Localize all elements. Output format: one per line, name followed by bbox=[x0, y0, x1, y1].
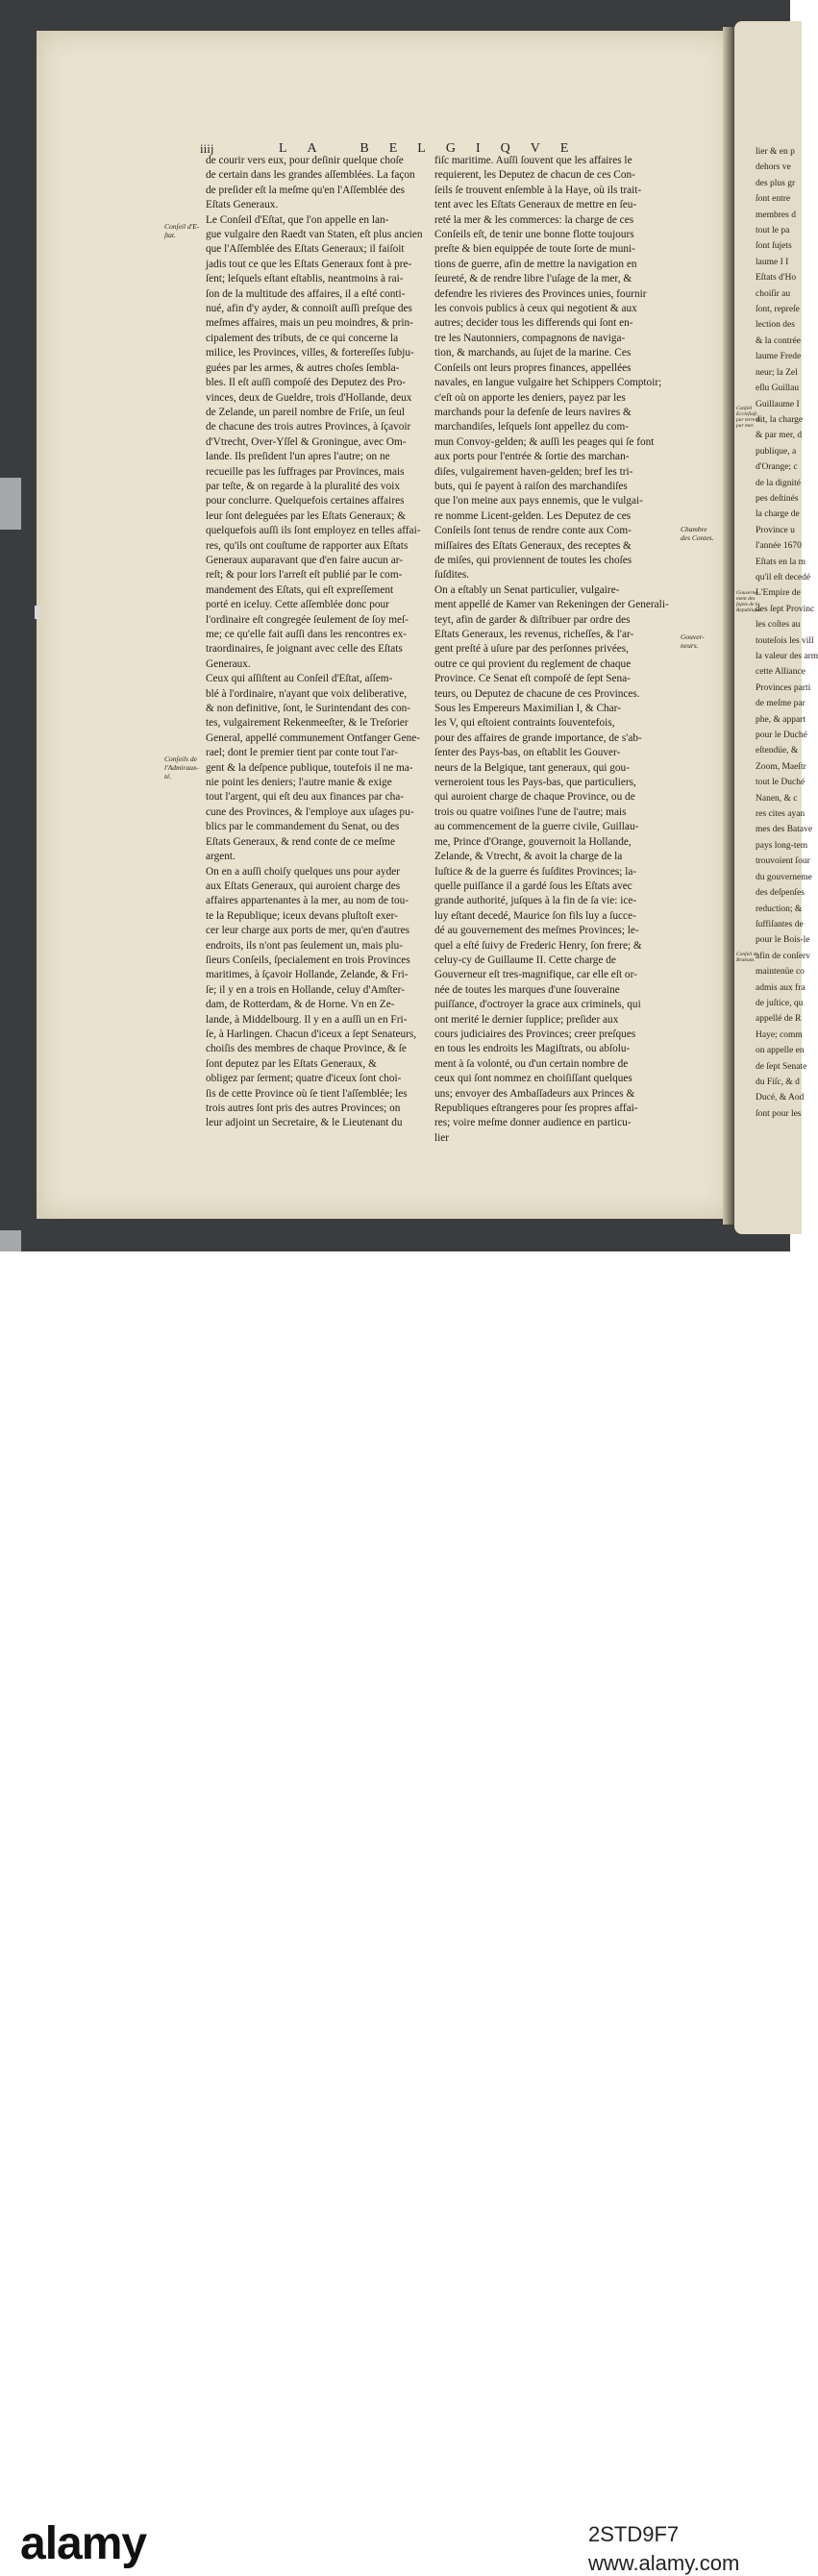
facing-text-line: la charge de bbox=[756, 509, 800, 520]
text-line: gent preſté à uſure par des perſonnes privées, bbox=[434, 643, 630, 656]
text-line: blé à l'ordinaire, n'ayant que voix deliberative, bbox=[206, 687, 408, 700]
margin-note-line: ſtat. bbox=[164, 231, 176, 239]
text-line: luy eſtant decedé, Maurice ſon fils luy a ſucce- bbox=[434, 909, 636, 922]
text-line: On en a auſſi choiſy quelques uns pour ayder bbox=[206, 865, 401, 878]
facing-text-line: pays long-tem bbox=[756, 840, 808, 851]
text-line: ſent; leſquels eſtant eſtablis, neantmoins à rai- bbox=[206, 273, 404, 285]
facing-text-line: membres d bbox=[756, 210, 796, 220]
text-line: ſenter des Pays-bas, on eſtablit les Gouver- bbox=[434, 747, 621, 759]
text-line: lier bbox=[434, 1131, 450, 1144]
text-line: cours judiciaires des Provinces; creer preſques bbox=[434, 1028, 636, 1040]
text-line: Gouverneur eſt tres-magnifique, car elle eſt or- bbox=[434, 969, 637, 981]
margin-note-line: Gouver- bbox=[681, 632, 705, 641]
facing-text-line: Province u bbox=[756, 525, 795, 535]
text-line: defendre les rivieres des Provinces unies, fournir bbox=[434, 287, 647, 300]
text-line: milice, les Provinces, villes, & fortereſſes ſubju- bbox=[206, 347, 414, 359]
text-line: Sous les Empereurs Maximilian I, & Char- bbox=[434, 703, 621, 715]
facing-text-line: d'Orange; c bbox=[756, 462, 798, 473]
facing-text-line: Haye; comm bbox=[756, 1029, 803, 1040]
text-line: puiſſance, d'octroyer la grace aux criminels, qui bbox=[434, 999, 641, 1011]
text-line: buts, qui ſe payent à raiſon des marchandiſes bbox=[434, 480, 628, 492]
text-line: Iuſtice & de la guerre és ſuſdites Provinces; la- bbox=[434, 865, 637, 878]
text-line: trois ou quatre voiſines l'une de l'autre; mais bbox=[434, 805, 627, 818]
facing-note-line: ſujets de la bbox=[736, 602, 760, 607]
facing-text-line: trouvoient ſour bbox=[756, 856, 810, 867]
facing-text-line: dit, la charge bbox=[756, 414, 804, 425]
text-line: nie point les deniers; l'autre manie & exige bbox=[206, 777, 392, 789]
facing-text-line: ſont, repreſe bbox=[756, 305, 800, 315]
text-line: fiſc maritime. Auſſi ſouvent que les affaires le bbox=[434, 155, 632, 166]
text-line: quelquefois auſſi ils ſont employez en telles affai- bbox=[206, 525, 421, 537]
text-line: trois autres ſont pris des autres Provinces; on bbox=[206, 1102, 401, 1114]
text-line: leur adjoint un Secretaire, & le Lieutenant du bbox=[206, 1117, 403, 1129]
facing-text-line: eſtendüe, & bbox=[756, 746, 799, 756]
facing-margin-note bbox=[736, 590, 761, 613]
text-line: choiſis des membres de chaque Province, & ſe bbox=[206, 1043, 407, 1055]
facing-text-line: de meſme par bbox=[756, 699, 806, 709]
facing-note-line: Republique. bbox=[736, 607, 762, 613]
text-line: que l'Aſſemblée des Eſtats Generaux; il faiſoit bbox=[206, 243, 405, 256]
text-line: ceux qui ſont nommez en choiſiſſant quelques bbox=[434, 1073, 632, 1085]
text-line: née de toutes les marques d'une ſouveraine bbox=[434, 983, 620, 996]
text-line: dé au gouvernement des meſmes Provinces; le- bbox=[434, 925, 639, 937]
left-text-column bbox=[206, 154, 442, 1131]
text-line: ſe; il y en a trois en Hollande, celuy d'Amſter- bbox=[206, 983, 405, 996]
facing-margin-note bbox=[736, 952, 758, 963]
facing-text-line: Nanen, & c bbox=[756, 793, 798, 804]
margin-note-line: Conſeil d'E- bbox=[164, 222, 200, 231]
text-line: de certain dans les grandes aſſemblées. La façon bbox=[206, 169, 415, 182]
text-line: argent. bbox=[206, 851, 235, 863]
facing-text-line: cette Alliance bbox=[756, 667, 806, 678]
text-line: Generaux auparavant que d'en faire aucun ar- bbox=[206, 554, 404, 566]
text-line: preſte & bien equippée de toute ſorte de muni- bbox=[434, 243, 635, 256]
text-line: navales, en langue vulgaire het Schippers Comptoir; bbox=[434, 377, 662, 389]
facing-text-line: du Fiſc, & d bbox=[756, 1077, 800, 1087]
facing-text-line: des ſept Provinc bbox=[756, 604, 815, 614]
facing-text-line: & la contrée bbox=[756, 335, 801, 346]
text-line: cer leur charge aux ports de mer, qu'en d'autres bbox=[206, 925, 409, 937]
text-line: Conſeils ont leurs propres finances, appellées bbox=[434, 361, 632, 374]
facing-text-line: touteſois les vill bbox=[756, 635, 814, 646]
text-line: tent avec les Eſtats Generaux de mettre en ſeu- bbox=[434, 199, 637, 211]
facing-text-line: Eſtats d'Ho bbox=[756, 273, 797, 284]
text-line: verneroient tous les Pays-bas, que particuliers, bbox=[434, 777, 636, 789]
text-line: me, Prince d'Orange, gouvernoit la Hollande, bbox=[434, 835, 632, 848]
text-line: pour des affaires de grande importance, de s'ab- bbox=[434, 731, 642, 744]
text-line: General, appellé communement Ontfanger Gene- bbox=[206, 731, 421, 744]
text-line: mandement des Eſtats, qui eſt expreſſement bbox=[206, 583, 394, 596]
text-line: ſon de la multitude des affaires, il a eſté conti- bbox=[206, 287, 406, 300]
text-line: outre ce qui provient du reglement de chaque bbox=[434, 657, 632, 670]
running-head: LA BELGIQVE bbox=[279, 141, 589, 156]
text-line: tre les Nautonniers, compagnons de naviga- bbox=[434, 332, 626, 344]
text-line: tions de guerre, afin de mettre la navigation en bbox=[434, 258, 637, 270]
text-line: maritimes, à ſçavoir Hollande, Zelande, & Fri- bbox=[206, 969, 409, 981]
text-line: Conſeils ſont tenus de rendre conte aux Com- bbox=[434, 525, 632, 537]
facing-text-line: ſont entre bbox=[756, 194, 791, 205]
text-line: les convois publics à ceux qui negotient & aux bbox=[434, 303, 637, 315]
text-line: On a eſtably un Senat particulier, vulgaire- bbox=[434, 583, 620, 596]
text-line: traordinaires, ſe joignant avec celle des Eſtats bbox=[206, 643, 403, 656]
alamy-logo: alamy bbox=[20, 2518, 147, 2569]
facing-text-line: de ſept Senate bbox=[756, 1061, 807, 1072]
margin-note-line: des Contes. bbox=[681, 533, 714, 542]
text-line: quel a eſté ſuivy de Frederic Henry, ſon frere; & bbox=[434, 939, 642, 952]
text-line: gent & la deſpence publique, toutefois il ne ma- bbox=[206, 761, 413, 774]
text-line: nué, afin d'y ayder, & connoiſt auſſi preſque des bbox=[206, 303, 412, 315]
text-line: res, qu'ils ont couſtume de rapporter aux Eſtats bbox=[206, 539, 409, 552]
text-line: les V, qui eſtoient contraints ſouventefois, bbox=[434, 717, 615, 730]
facing-text-line: mes des Batave bbox=[756, 825, 813, 835]
text-line: celuy-cy de Guillaume II. Cette charge de bbox=[434, 954, 616, 966]
text-line: ſeils ſe trouvent enſemble à la Haye, où ils trait- bbox=[434, 184, 642, 196]
text-line: de preſider eſt la meſme qu'en l'Aſſemblée des bbox=[206, 184, 406, 196]
facing-text-line: de juſtice, qu bbox=[756, 998, 804, 1008]
right-text-column bbox=[434, 154, 675, 1146]
margin-note-line: neurs. bbox=[681, 641, 699, 650]
facing-text-line: l'année 1670 bbox=[756, 541, 802, 552]
text-line: reſt; & pour lors l'arreſt eſt publié par le com- bbox=[206, 569, 403, 582]
text-line: tes, vulgairement Rekenmeeſter, & le Treſorier bbox=[206, 717, 409, 730]
facing-text-line: les coſtes au bbox=[756, 620, 801, 631]
facing-text-line: L'Empire de bbox=[756, 588, 801, 599]
text-line: marchands pour la defenſe de leurs navires & bbox=[434, 406, 632, 418]
text-line: aux Eſtats Generaux, qui auroient charge des bbox=[206, 879, 401, 892]
facing-text-line: afin de conſerv bbox=[756, 951, 810, 961]
text-line: ſeureté, & de rendre libre l'uſage de la mer, & bbox=[434, 273, 632, 285]
text-line: obligez par ſerment; quatre d'iceux ſont choi- bbox=[206, 1073, 402, 1085]
facing-text-line: qu'il eſt decedé bbox=[756, 572, 811, 582]
facing-note-line: Conſeil bbox=[736, 406, 753, 411]
text-line: de miſes, qui proviennent de toutes les choſes bbox=[434, 554, 632, 566]
facing-text-line: publique, a bbox=[756, 446, 797, 457]
text-line: au commencement de la guerre civile, Guillau- bbox=[434, 821, 639, 833]
facing-text-line: maintenüe co bbox=[756, 967, 805, 978]
text-line: reté la mer & les commerces: la charge de ces bbox=[434, 213, 634, 226]
text-line: lande, à Middelbourg. Il y en a auſſi un en Fri- bbox=[206, 1013, 408, 1026]
text-line: autres; decider tous les differends qui ſont en- bbox=[434, 317, 633, 330]
facing-text-line: Ducé, & Aod bbox=[756, 1093, 805, 1103]
text-line: teyt, afin de garder & diſtribuer par ordre des bbox=[434, 613, 631, 626]
text-line: par teſte, & on regarde à la pluralité des voix bbox=[206, 480, 401, 492]
text-line: tion, & marchands, au ſujet de la marine. Ces bbox=[434, 347, 632, 359]
text-line: meſmes affaires, mais un peu moindres, & prin- bbox=[206, 317, 413, 330]
text-line: rael; dont le premier tient par conte tout l'ar- bbox=[206, 747, 399, 759]
text-line: blics par le commandement du Senat, ou des bbox=[206, 821, 400, 833]
text-line: l'ordinaire eſt congregée ſeulement de ſoy meſ- bbox=[206, 613, 409, 626]
facing-text-line: pour le Bois-le bbox=[756, 935, 810, 946]
facing-text-line: Zoom, Maeſtr bbox=[756, 761, 806, 772]
text-line: jadis tout ce que les Eſtats Generaux font à pre- bbox=[206, 258, 412, 270]
facing-text-line: admis aux fra bbox=[756, 982, 806, 993]
watermark-fragment bbox=[0, 478, 21, 530]
text-line: ment appellé de Kamer van Rekeningen der Generali- bbox=[434, 599, 669, 611]
facing-note-line: par terre & bbox=[736, 417, 761, 423]
margin-note-line: té. bbox=[164, 772, 172, 780]
facing-text-line: ſont pour les bbox=[756, 1108, 802, 1119]
facing-text-line: lection des bbox=[756, 320, 795, 331]
facing-note-line: Brabant. bbox=[736, 957, 756, 963]
text-line: quelle puiſſance il a gardé ſous les Eſtats avec bbox=[434, 879, 632, 892]
text-line: leur ſont deleguées par les Eſtats Generaux; & bbox=[206, 509, 406, 522]
text-line: cune des Provinces, & l'employe aux uſages pu- bbox=[206, 805, 414, 818]
text-line: endroits, ils n'ont pas ſeulement un, mais plu- bbox=[206, 939, 404, 952]
facing-note-line: Eccleſiaſt. bbox=[736, 411, 758, 417]
margin-note-gouverneurs bbox=[681, 632, 705, 650]
text-line: affaires appartenantes à la mer, au nom de tou- bbox=[206, 895, 409, 907]
facing-text-line: pes deſtinés bbox=[756, 493, 799, 504]
margin-note-line: Chambre bbox=[681, 525, 707, 533]
facing-text-line: de la dignité bbox=[756, 478, 801, 488]
text-line: Eſtats Generaux, & rend conte de ce meſme bbox=[206, 835, 395, 848]
text-line: Conſeils eſt, de tenir une bonne flotte toujours bbox=[434, 229, 634, 241]
text-line: ſieurs Conſeils, ſpecialement en trois Provinces bbox=[206, 954, 410, 966]
facing-text-line: tout le Duché bbox=[756, 778, 806, 788]
text-line: Le Conſeil d'Eſtat, que l'on appelle en lan- bbox=[206, 213, 389, 226]
facing-note-line: par mer. bbox=[736, 423, 755, 429]
text-line: ſe, à Harlingen. Chacun d'iceux a ſept Senateurs, bbox=[206, 1028, 417, 1040]
text-line: ſis de cette Province où ſe tient l'aſſemblée; les bbox=[206, 1087, 408, 1100]
facing-page bbox=[734, 21, 818, 1234]
facing-margin-note bbox=[736, 406, 760, 429]
text-line: ſont deputez par les Eſtats Generaux, & bbox=[206, 1057, 377, 1070]
text-line: ſuſdites. bbox=[434, 569, 470, 582]
text-line: res; voire meſme donner audience en particu- bbox=[434, 1117, 632, 1129]
facing-text-line: res cites ayan bbox=[756, 809, 806, 820]
text-line: gue vulgaire den Raedt van Staten, eſt plus ancien bbox=[206, 229, 423, 241]
text-line: Eſtats Generaux. bbox=[206, 199, 279, 211]
facing-text-line: tout le pa bbox=[756, 226, 790, 236]
margin-note-admiraute bbox=[164, 755, 199, 780]
text-line: ont merité le dernier ſupplice; preſider aux bbox=[434, 1013, 619, 1026]
text-line: miſſaires des Eſtats Generaux, des receptes & bbox=[434, 539, 632, 552]
text-line: aux ports pour l'entrée & ſortie des marchan- bbox=[434, 451, 630, 463]
text-line: Eſtats Generaux, les revenus, richeſſes, & l'ar- bbox=[434, 629, 634, 640]
text-line: d'Vtrecht, Over-Yſſel & Groningue, avec Om- bbox=[206, 435, 407, 448]
text-line: mun Convoy-gelden; & auſſi les peages qui ſe font bbox=[434, 435, 655, 448]
facing-text-line: des plus gr bbox=[756, 178, 796, 188]
margin-note-line: l'Admiraux- bbox=[164, 763, 199, 772]
text-line: re nomme Licent-gelden. Les Deputez de ces bbox=[434, 509, 632, 522]
watermark-fragment bbox=[0, 1230, 21, 1251]
text-line: te la Republique; iceux devans pluſtoſt exer- bbox=[206, 909, 398, 922]
text-line: tout l'argent, qui eſt deu aux finances par cha- bbox=[206, 791, 405, 804]
text-line: que l'on meine aux pays ennemis, que le vulgai- bbox=[434, 495, 643, 508]
text-line: bles. Il eſt auſſi compoſé des Deputez des Pro- bbox=[206, 377, 406, 389]
text-line: grande authorité, juſques à la fin de ſa vie: ice- bbox=[434, 895, 637, 907]
text-line: c'eſt où on apporte les deniers, payez par les bbox=[434, 391, 626, 404]
facing-text-line: eſlu Guillau bbox=[756, 384, 800, 394]
page-clip bbox=[35, 606, 40, 619]
facing-text-line: lier & en p bbox=[756, 147, 795, 157]
text-line: de courir vers eux, pour deſinir quelque choſe bbox=[206, 155, 404, 166]
text-line: Province. Ce Senat eſt compoſé de ſept Sena- bbox=[434, 673, 631, 685]
facing-text-line: pour le Duché bbox=[756, 731, 807, 741]
facing-text-line: reduction; & bbox=[756, 904, 803, 914]
facing-note-line: Conſeil de bbox=[736, 952, 758, 957]
facing-text-line: appellé de R bbox=[756, 1014, 802, 1025]
facing-text-line: & par mer, d bbox=[756, 431, 803, 441]
text-line: dam, de Rotterdam, & de Horne. Vn en Ze- bbox=[206, 999, 395, 1011]
text-line: de Zelande, un pareil nombre de Friſe, un ſeul bbox=[206, 406, 406, 418]
text-line: porté en iceluy. Cette aſſemblée donc pour bbox=[206, 599, 389, 611]
text-line: uns; envoyer des Ambaſſadeurs aux Princes & bbox=[434, 1087, 635, 1100]
text-line: cipalement des tributs, de ce qui concerne la bbox=[206, 332, 399, 344]
margin-note-chambre-contes bbox=[681, 525, 714, 542]
facing-page-text bbox=[756, 144, 818, 1122]
facing-text-line: Guillaume I bbox=[756, 399, 800, 409]
text-line: guées par les armes, & autres choſes ſembla- bbox=[206, 361, 400, 374]
margin-note-conseil-estat bbox=[164, 222, 199, 239]
text-line: lande. Ils preſident l'un apres l'autre; on ne bbox=[206, 451, 390, 463]
facing-text-line: laume Frede bbox=[756, 352, 802, 362]
image-id: 2STD9F7 bbox=[588, 2522, 680, 2546]
text-line: Zelande, & Vtrecht, & avoit la charge de la bbox=[434, 851, 623, 863]
facing-text-line: laume I I bbox=[756, 257, 789, 267]
text-line: teurs, ou Deputez de chacune de ces Provinces. bbox=[434, 687, 640, 700]
text-line: recueille pas les ſuffrages par Provinces, mais bbox=[206, 465, 405, 478]
text-line: me; ce qu'elle fait auſſi dans les rencontres ex- bbox=[206, 629, 408, 640]
facing-text-line: des deſpenſes bbox=[756, 888, 805, 899]
text-line: requierent, les Deputez de chacun de ces Con- bbox=[434, 169, 635, 182]
text-line: & non definitive, ſont, le Surintendant des con- bbox=[206, 703, 411, 715]
site-url: www.alamy.com bbox=[588, 2551, 740, 2575]
facing-text-line: on appelle en bbox=[756, 1046, 805, 1056]
book-scan bbox=[0, 0, 818, 1251]
facing-note-line: ment des bbox=[736, 596, 756, 602]
facing-note-line: Gouverne- bbox=[736, 590, 759, 596]
facing-text-line: la valeur des arm bbox=[756, 652, 818, 661]
facing-text-line: Eſtats en la m bbox=[756, 557, 806, 567]
text-line: Ceux qui aſſiſtent au Conſeil d'Eſtat, aſſem- bbox=[206, 673, 393, 685]
text-line: pour conclurre. Quelquefois certaines affaires bbox=[206, 495, 405, 508]
text-line: diſes, vulgairement haven-gelden; bref les tri- bbox=[434, 465, 633, 478]
text-line: en tous les endroits les Magiſtrats, ou abſolu- bbox=[434, 1043, 631, 1055]
facing-text-line: neur; la Zel bbox=[756, 367, 798, 378]
facing-text-line: Provinces parti bbox=[756, 682, 811, 693]
text-line: ment à ſa volonté, ou d'un certain nombre de bbox=[434, 1057, 629, 1070]
facing-text-line: dehors ve bbox=[756, 162, 791, 173]
watermark-bar bbox=[0, 1251, 790, 2575]
text-line: qui auroient charge de chaque Province, ou de bbox=[434, 791, 635, 804]
text-line: vinces, deux de Gueldre, trois d'Hollande, deux bbox=[206, 391, 412, 404]
facing-text-line: choiſir au bbox=[756, 288, 791, 299]
text-line: Generaux. bbox=[206, 657, 251, 670]
facing-text-line: du gouverneme bbox=[756, 872, 812, 882]
facing-text-line: ſuffiſantes de bbox=[756, 919, 804, 929]
text-line: neurs de la Belgique, tant generaux, qui gou- bbox=[434, 761, 630, 774]
facing-text-line: phe, & appart bbox=[756, 714, 806, 725]
text-line: marchandiſes, leſquels ſont appellez du com- bbox=[434, 421, 630, 433]
text-line: de chacune des trois autres Provinces, à ſçavoir bbox=[206, 421, 411, 433]
page-number: iiij bbox=[200, 141, 214, 156]
text-line: Republiques eſtrangeres pour ſes propres affai- bbox=[434, 1102, 638, 1114]
margin-note-line: Conſeils de bbox=[164, 755, 197, 763]
facing-text-line: ſont ſujets bbox=[756, 241, 792, 252]
